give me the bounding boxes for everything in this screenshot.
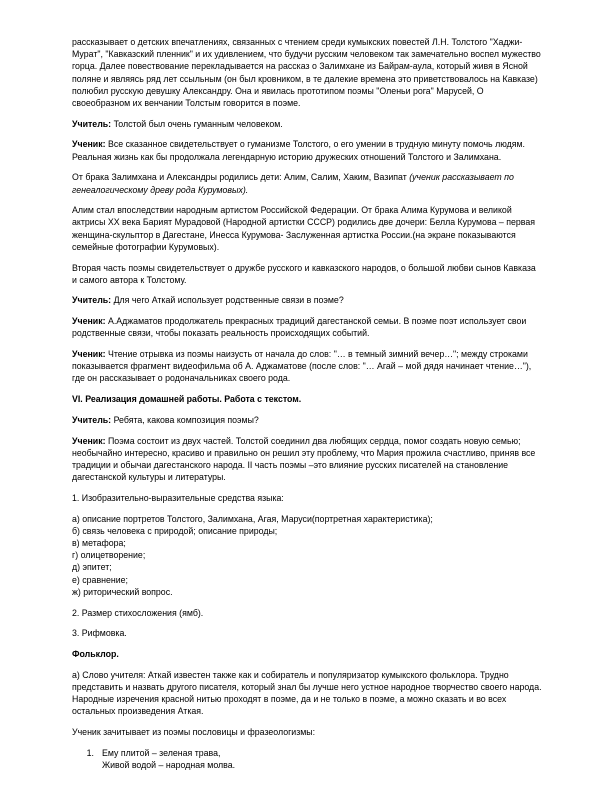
- proverb-line: Ему плитой – зеленая трава,: [102, 747, 221, 758]
- list-item: г) олицетворение;: [72, 550, 146, 561]
- student-label: Ученик:: [72, 139, 106, 150]
- list-item: е) сравнение;: [72, 574, 128, 585]
- teacher-remark-1: [72, 118, 542, 130]
- teacher-remark-text: Толстой был очень гуманным человеком.: [111, 118, 283, 129]
- list-item-1: 1. Изобразительно-выразительные средства языка:: [72, 492, 284, 503]
- list-item-2: 2. Размер стихосложения (ямб).: [72, 607, 204, 618]
- list-item: в) метафора;: [72, 538, 126, 548]
- student-label: Ученик:: [72, 435, 106, 446]
- student-label: Ученик:: [72, 316, 106, 327]
- paragraph-children: [72, 171, 542, 195]
- list-item-3: 3. Рифмовка.: [72, 628, 127, 639]
- student-remark-text: Поэма состоит из двух частей. Толстой соединил два любящих сердца, помог создать новую семью; необычайно интересно, красиво и правильно он решил эту проблему, что Мария прожила счастливо, приняв все традиции и обычаи дагестанского народа. II часть поэмы –это влияние русских писателей на становление дагестанской культуры и литературы.: [72, 435, 536, 483]
- teacher-remark-text: Для чего Аткай использует родственные связи в поэме?: [111, 295, 344, 306]
- paragraph-intro: рассказывает о детских впечатлениях, связанных с чтением среди кумыкских повестей Л.Н. Толстого "Хаджи-Мурат", "Кавказский пленник" и их удивлением, что будучи русским человеком так замечательно воспел мужество горца. Далее повествование перекладывается на рассказ о Залимхане из Байрам-аула, который живя в Ясной поляне и являясь ряд лет ссыльным (он был кровником, в те далекие времена это приветствовалось на Кавказе) полюбил русскую девушку Александру. Она и явилась прототипом поэмы "Оленьи рога" Марусей, О своеобразном их венчании Толстым говорится в поэме.: [72, 37, 541, 109]
- list-item: ж) риторический вопрос.: [72, 586, 173, 597]
- paragraph-second-part: Вторая часть поэмы свидетельствует о дружбе русского и кавказского народов, о большой любви сынов Кавказа и самого автора к Толстому.: [72, 262, 536, 285]
- teacher-remark-text: Ребята, какова композиция поэмы?: [111, 414, 259, 425]
- student-remark-text: Чтение отрывка из поэмы наизусть от начала до слов: "… в темный зимний вечер…"; между строками показывается фрагмент видеофильма об А. Аджаматове (после слов: "… Агай – мой дядя начинает чтение…"), где он рассказывает о родоначальниках своего рода.: [72, 349, 532, 384]
- teacher-label: Учитель:: [72, 414, 112, 425]
- teacher-label: Учитель:: [72, 118, 112, 129]
- children-italic-note: (ученик рассказывает по генеалогическому древу рода Курумовых).: [72, 172, 514, 195]
- student-remark-text: Все сказанное свидетельствует о гуманизме Толстого, о его умении в трудную минуту помочь людям. Реальная жизнь как бы продолжала легендарную историю дружеских отношений Толстого и Залимхана.: [72, 139, 525, 162]
- list-number: 1.: [86, 747, 94, 758]
- expressive-means-list: [72, 513, 542, 598]
- student-remark-2: [72, 315, 542, 339]
- teacher-remark-2: [72, 294, 542, 306]
- list-item: а) описание портретов Толстого, Залимхана, Агая, Маруси(портретная характеристика);: [72, 513, 433, 524]
- list-item: б) связь человека с природой; описание природы;: [72, 525, 278, 536]
- teacher-remark-3: [72, 414, 542, 426]
- student-remark-4: [72, 435, 542, 484]
- section-heading: VI. Реализация домашней работы. Работа с текстом.: [72, 394, 302, 405]
- folklore-heading: Фольклор.: [72, 648, 119, 659]
- children-text: От брака Залимхана и Александры родились дети: Алим, Салим, Хаким, Вазипат: [72, 172, 410, 183]
- student-label: Ученик:: [72, 349, 106, 360]
- list-item: д) эпитет;: [72, 562, 112, 573]
- proverb-line: Живой водой – народная молва.: [102, 759, 236, 770]
- paragraph-alim: Алим стал впоследствии народным артистом Российской Федерации. От брака Алима Курумова и великой актрисы XX века Барият Мурадовой (Народной артистки СССР) родились две дочери: Белла Курумова – первая женщина-скульптор в Дагестане, Инесса Курумова- Заслуженная артистка России.(на экране показываются семейные фотографии Курумовых).: [72, 205, 536, 252]
- proverb-list: [72, 747, 542, 771]
- document-page: [72, 36, 542, 771]
- paragraph-proverbs-intro: Ученик зачитывает из поэмы пословицы и фразеологизмы:: [72, 726, 316, 737]
- teacher-label: Учитель:: [72, 295, 112, 306]
- student-remark-text: А.Аджаматов продолжатель прекрасных традиций дагестанской семьи. В поэме поэт использует свои родственные связи, чтобы показать реальность происходящих событий.: [72, 316, 527, 339]
- paragraph-folklore: а) Слово учителя: Аткай известен также как и собиратель и популяризатор кумыкского фольклора. Трудно представить и назвать другого писателя, который знал бы лучше него устное народное творчество своего народа. Народные изречения красной нитью проходят в поэме, да и не только в поэме, а можно сказать и во всех остальных произведения Аткая.: [72, 669, 542, 717]
- list-item: [72, 747, 542, 759]
- student-remark-3: [72, 348, 542, 385]
- student-remark-1: [72, 138, 542, 162]
